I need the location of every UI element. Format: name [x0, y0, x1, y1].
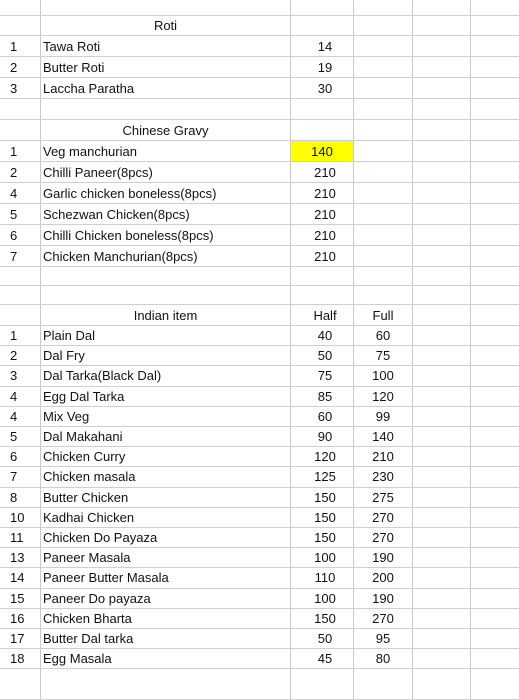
item-name: Garlic chicken boneless(8pcs): [43, 185, 217, 201]
menu-item-row: [0, 183, 519, 204]
item-name: Dal Makahani: [43, 429, 123, 445]
menu-item-row: [0, 204, 519, 225]
item-half-price: 125: [314, 469, 336, 485]
menu-item-row: [0, 225, 519, 246]
item-name: Chilli Paneer(8pcs): [43, 164, 153, 180]
item-number: 11: [10, 530, 24, 546]
menu-item-row: [0, 346, 519, 366]
item-name: Kadhai Chicken: [43, 509, 135, 525]
item-half-price: 40: [317, 328, 333, 344]
item-full-price: 270: [372, 509, 394, 525]
item-number: 1: [10, 328, 18, 344]
item-name: Paneer Butter Masala: [43, 570, 169, 586]
item-half-price: 60: [317, 408, 333, 424]
item-price: 210: [314, 248, 336, 264]
section-header-row: [0, 120, 519, 141]
item-price: 210: [314, 164, 336, 180]
item-number: 14: [10, 570, 25, 586]
item-name: Chicken Manchurian(8pcs): [43, 248, 198, 264]
item-name: Schezwan Chicken(8pcs): [43, 206, 190, 222]
item-full-price: 80: [375, 651, 391, 667]
item-full-price: 190: [372, 550, 394, 566]
item-name: Chicken Bharta: [43, 610, 132, 626]
menu-item-row: [0, 78, 519, 99]
section-title: Chinese Gravy: [122, 122, 209, 138]
empty-row: [0, 669, 519, 700]
item-name: Veg manchurian: [43, 143, 137, 159]
item-half-price: 90: [317, 429, 333, 445]
item-number: 5: [10, 429, 18, 445]
item-name: Chicken Curry: [43, 449, 126, 465]
section-title: Roti: [153, 18, 178, 33]
item-name: Chicken Do Payaza: [43, 530, 158, 546]
item-name: Tawa Roti: [43, 38, 101, 54]
item-number: 15: [10, 590, 25, 606]
item-price: 210: [314, 206, 336, 222]
item-full-price: 100: [372, 368, 394, 384]
menu-item-row: [0, 141, 519, 162]
menu-item-row: [0, 57, 519, 78]
item-number: 2: [10, 348, 18, 364]
item-half-price: 150: [314, 509, 336, 525]
item-half-price: 120: [314, 449, 336, 465]
item-name: Chilli Chicken boneless(8pcs): [43, 227, 214, 243]
item-half-price: 150: [314, 610, 336, 626]
item-number: 13: [10, 550, 25, 566]
item-half-price: 150: [314, 530, 336, 546]
item-full-price: 75: [375, 348, 391, 364]
item-half-price: 100: [314, 590, 336, 606]
item-full-price: 120: [372, 388, 394, 404]
menu-item-row: [0, 447, 519, 467]
item-half-price: 150: [314, 489, 336, 505]
item-half-price: 75: [317, 368, 333, 384]
item-full-price: 140: [372, 429, 394, 445]
item-number: 3: [10, 368, 18, 384]
item-half-price: 100: [314, 550, 336, 566]
section-title: Indian item: [133, 307, 198, 323]
full-column-header: Full: [372, 307, 394, 323]
item-number: 7: [10, 469, 18, 485]
section-header-row: [0, 305, 519, 326]
item-name: Dal Fry: [43, 348, 85, 364]
menu-item-row: [0, 568, 519, 588]
item-name: Dal Tarka(Black Dal): [43, 368, 162, 384]
menu-item-row: [0, 36, 519, 57]
menu-item-row: [0, 528, 519, 548]
item-number: 1: [10, 38, 18, 54]
item-number: 5: [10, 206, 18, 222]
item-number: 4: [10, 408, 18, 424]
empty-row: [0, 286, 519, 305]
item-price: 14: [317, 38, 333, 54]
item-price: 19: [317, 59, 333, 75]
menu-item-row: [0, 508, 519, 528]
item-name: Paneer Do payaza: [43, 590, 151, 606]
item-number: 6: [10, 227, 18, 243]
item-full-price: 230: [372, 469, 394, 485]
menu-item-row: [0, 366, 519, 386]
item-name: Egg Masala: [43, 651, 112, 667]
menu-item-row: [0, 548, 519, 568]
item-number: 1: [10, 143, 18, 159]
item-full-price: 275: [372, 489, 394, 505]
half-column-header: Half: [313, 307, 337, 323]
item-number: 2: [10, 164, 18, 180]
menu-item-row: [0, 246, 519, 267]
menu-item-row: [0, 589, 519, 609]
empty-row: [0, 99, 519, 120]
item-full-price: 270: [372, 610, 394, 626]
item-name: Butter Chicken: [43, 489, 129, 505]
item-full-price: 200: [372, 570, 394, 586]
item-number: 4: [10, 388, 18, 404]
item-price: 140: [291, 141, 353, 161]
item-name: Butter Dal tarka: [43, 631, 134, 647]
item-half-price: 85: [317, 388, 333, 404]
empty-row: [0, 267, 519, 286]
item-half-price: 50: [317, 348, 333, 364]
section-header-row: [0, 16, 519, 36]
item-number: 3: [10, 80, 18, 96]
item-name: Paneer Masala: [43, 550, 131, 566]
menu-item-row: [0, 488, 519, 508]
menu-item-row: [0, 407, 519, 427]
item-full-price: 99: [375, 408, 391, 424]
item-number: 8: [10, 489, 18, 505]
item-full-price: 60: [375, 328, 391, 344]
menu-item-row: [0, 162, 519, 183]
empty-row: [0, 0, 519, 16]
menu-item-row: [0, 649, 519, 669]
menu-item-row: [0, 427, 519, 447]
item-number: 7: [10, 248, 18, 264]
item-number: 10: [10, 509, 25, 525]
item-number: 2: [10, 59, 18, 75]
item-name: Butter Roti: [43, 59, 105, 75]
item-full-price: 190: [372, 590, 394, 606]
menu-item-row: [0, 326, 519, 346]
menu-item-row: [0, 629, 519, 649]
menu-item-row: [0, 609, 519, 629]
item-half-price: 50: [317, 631, 333, 647]
item-number: 17: [10, 631, 25, 647]
item-full-price: 95: [375, 631, 391, 647]
item-number: 4: [10, 185, 18, 201]
item-price: 210: [314, 185, 336, 201]
item-name: Chicken masala: [43, 469, 136, 485]
item-full-price: 210: [372, 449, 394, 465]
item-half-price: 110: [314, 570, 336, 586]
item-name: Laccha Paratha: [43, 80, 135, 96]
item-price: 30: [317, 80, 333, 96]
item-full-price: 270: [372, 530, 394, 546]
item-number: 18: [10, 651, 25, 667]
item-name: Plain Dal: [43, 328, 96, 344]
item-half-price: 45: [317, 651, 333, 667]
menu-item-row: [0, 467, 519, 487]
item-name: Mix Veg: [43, 408, 90, 424]
item-number: 16: [10, 610, 25, 626]
item-number: 6: [10, 449, 18, 465]
menu-item-row: [0, 387, 519, 407]
item-name: Egg Dal Tarka: [43, 388, 125, 404]
item-price: 210: [314, 227, 336, 243]
